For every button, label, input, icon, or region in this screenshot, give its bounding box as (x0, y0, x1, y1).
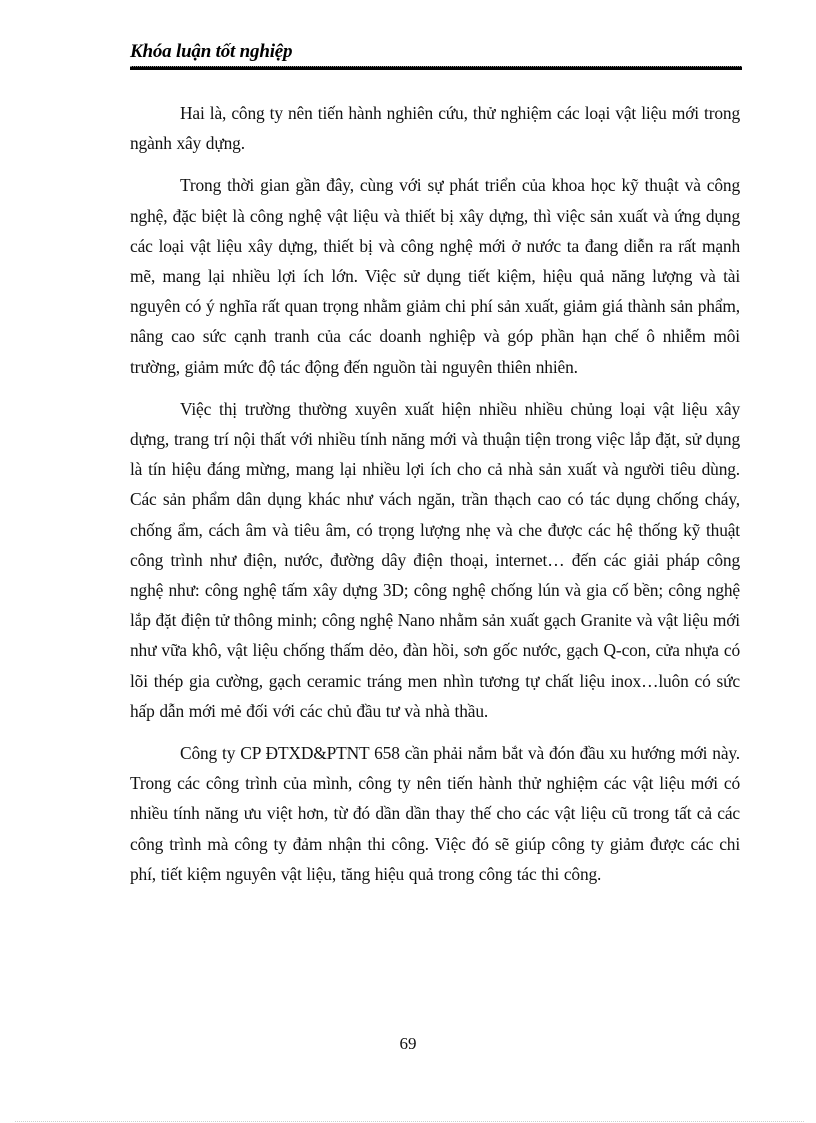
paragraph-company-recommendation: Công ty CP ĐTXD&PTNT 658 cần phải nắm bắt và đón đầu xu hướng mới này. Trong các công trình của mình, công ty nên tiến hành thử nghiệm các vật liệu mới có nhiều tính năng ưu việt hơn, từ đó dần dần thay thế cho các vật liệu cũ trong tất cả các công trình mà công ty đảm nhận thi công. Việc đó sẽ giúp công ty giảm được các chi phí, tiết kiệm nguyên vật liệu, tăng hiệu quả trong công tác thi công. (130, 743, 740, 884)
document-title: Khóa luận tốt nghiệp (130, 41, 293, 62)
document-body (130, 98, 740, 889)
page-number: 69 (399, 1034, 417, 1053)
paragraph-technology-development: Trong thời gian gần đây, cùng với sự phát triển của khoa học kỹ thuật và công nghệ, đặc biệt là công nghệ vật liệu và thiết bị xây dựng, thì việc sản xuất và ứng dụng các loại vật liệu xây dựng, thiết bị và công nghệ mới ở nước ta đang diễn ra rất mạnh mẽ, mang lại nhiều lợi ích lớn. Việc sử dụng tiết kiệm, hiệu quả năng lượng và tài nguyên có ý nghĩa rất quan trọng nhằm giảm chi phí sản xuất, giảm giá thành sản phẩm, nâng cao sức cạnh tranh của các doanh nghiệp và góp phần hạn chế ô nhiễm môi trường, giảm mức độ tác động đến nguồn tài nguyên thiên nhiên. (130, 175, 740, 377)
header-rule (130, 66, 742, 70)
page-header (130, 40, 742, 70)
paragraph-new-materials: Hai là, công ty nên tiến hành nghiên cứu, thử nghiệm các loại vật liệu mới trong ngành xây dựng. (130, 103, 740, 154)
paragraph-market-products: Việc thị trường thường xuyên xuất hiện nhiều nhiều chủng loại vật liệu xây dựng, trang trí nội thất với nhiều tính năng mới và thuận tiện trong việc lắp đặt, sử dụng là tín hiệu đáng mừng, mang lại nhiều lợi ích cho cả nhà sản xuất và người tiêu dùng. Các sản phẩm dân dụng khác như vách ngăn, trần thạch cao có tác dụng chống cháy, chống ẩm, cách âm và tiêu âm, có trọng lượng nhẹ và che được các hệ thống kỹ thuật công trình như điện, nước, đường dây điện thoại, internet… đến các giải pháp công nghệ như: công nghệ tấm xây dựng 3D; công nghệ chống lún và gia cố bền; công nghệ lắp đặt điện tử thông minh; công nghệ Nano nhằm sản xuất gạch Granite và vật liệu mới như vữa khô, vật liệu chống thấm dẻo, đàn hồi, sơn gốc nước, gạch Q-con, cửa nhựa có lõi thép gia cường, gạch ceramic tráng men nhìn tương tự chất liệu inox…luôn có sức hấp dẫn mới mẻ đối với các chủ đầu tư và nhà thầu. (130, 398, 740, 721)
